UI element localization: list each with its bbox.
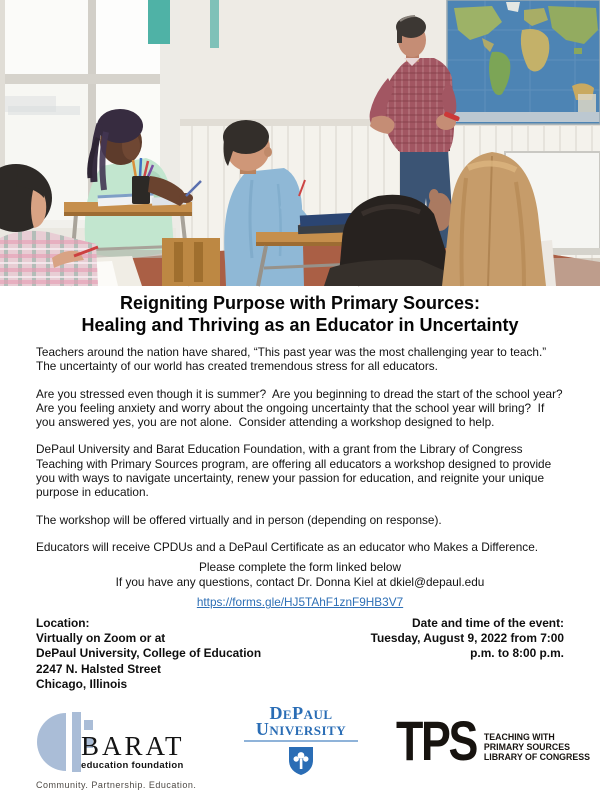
datetime-line: Tuesday, August 9, 2022 from 7:00: [370, 631, 564, 646]
classroom-photo: [0, 0, 600, 286]
barat-name: BARAT: [81, 731, 185, 762]
tps-line-2: PRIMARY SOURCES: [483, 741, 570, 752]
tps-acronym: TPS: [396, 709, 476, 773]
flyer-body: [0, 286, 600, 790]
paragraph-workshop-offer: DePaul University and Barat Education Foundation, with a grant from the Library of Congress Teaching with Primary Sources program, are offering all educators a workshop designed to provide you with ways to navigate uncertainty, renew your passion for education, and reignite your unique purpose in education.: [36, 442, 555, 500]
datetime-block: [371, 616, 564, 692]
location-line: Chicago, Illinois: [36, 676, 128, 691]
barat-tagline: Community. Partnership. Education.: [36, 780, 197, 790]
location-block: [36, 616, 261, 692]
event-details: [36, 616, 564, 692]
paragraph-certificate: Educators will receive CPDUs and a DePaul Certificate as an educator who Makes a Difference.: [36, 539, 539, 554]
tps-line-1: TEACHING WITH: [483, 732, 555, 743]
depaul-rule: [244, 740, 358, 742]
location-line: 2247 N. Halsted Street: [36, 661, 161, 676]
depaul-shield-icon: [287, 746, 315, 776]
page-title: [36, 292, 564, 336]
datetime-line: p.m. to 8:00 p.m.: [470, 646, 564, 661]
form-link[interactable]: https://forms.gle/HJ5TAhF1znF9HB3V7: [196, 595, 404, 610]
title-line-1: Reigniting Purpose with Primary Sources:: [119, 293, 481, 313]
depaul-logo: [242, 705, 360, 776]
classroom-photo-illustration: [0, 0, 600, 286]
paragraph-format: The workshop will be offered virtually and in person (depending on response).: [36, 512, 442, 527]
location-label: Location:: [36, 616, 90, 631]
form-note-line-2: If you have any questions, contact Dr. Donna Kiel at dkiel@depaul.edu: [115, 574, 485, 589]
location-line: DePaul University, College of Education: [36, 646, 262, 661]
tps-logo: [396, 709, 590, 773]
barat-logo: [36, 712, 206, 790]
form-instructions: [36, 560, 564, 610]
depaul-wordmark-line-1: DePaul: [269, 703, 333, 724]
logo-row: [36, 703, 590, 790]
paragraph-intro: Teachers around the nation have shared, “This past year was the most challenging year to teach.” The uncertainty of our world has created tremendous stress for all educators.: [36, 345, 553, 374]
tps-line-3: LIBRARY OF CONGRESS: [483, 751, 590, 762]
location-line: Virtually on Zoom or at: [36, 631, 166, 646]
title-line-2: Healing and Thriving as an Educator in Uncertainty: [81, 315, 519, 335]
depaul-wordmark-line-2: University: [255, 719, 347, 740]
barat-subtitle: education foundation: [81, 760, 184, 772]
form-note-line-1: Please complete the form linked below: [199, 560, 401, 575]
paragraph-questions: Are you stressed even though it is summer? Are you beginning to dread the start of the school year? Are you feeling anxiety and worry about the ongoing uncertainty that the school year will bring? If you answered yes, you are not alone. Consider attending a workshop designed to help.: [36, 386, 569, 430]
datetime-label: Date and time of the event:: [412, 616, 564, 631]
